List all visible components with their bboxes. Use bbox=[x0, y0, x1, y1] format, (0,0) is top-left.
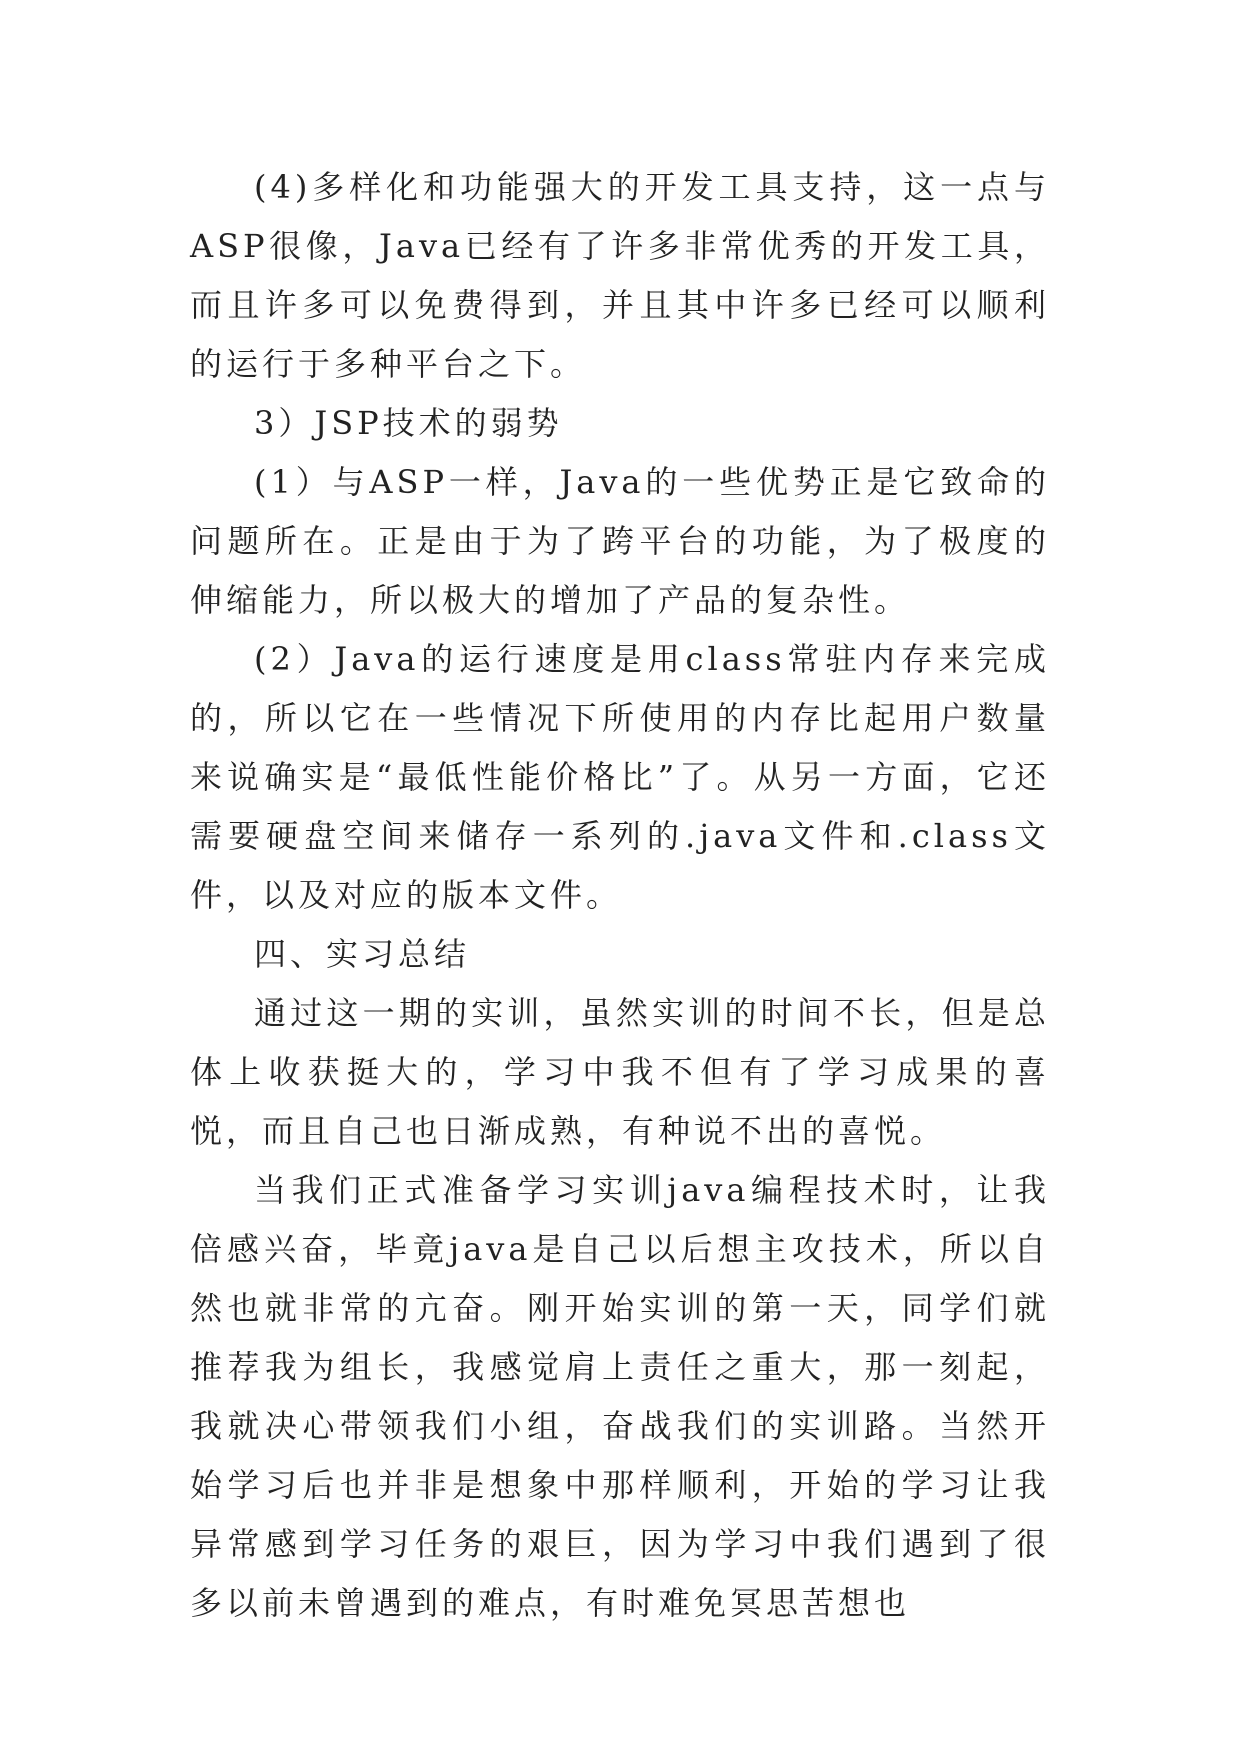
heading-jsp-weaknesses: 3）JSP技术的弱势 bbox=[254, 404, 563, 442]
heading-internship-summary: 四、实习总结 bbox=[254, 935, 471, 973]
document-body bbox=[190, 158, 1050, 1633]
paragraph-dev-tools: (4)多样化和功能强大的开发工具支持，这一点与ASP很像，Java已经有了许多非常优秀的开发工具，而且许多可以免费得到，并且其中许多已经可以顺利的运行于多种平台之下。 bbox=[190, 168, 1050, 383]
paragraph-weakness-1: (1）与ASP一样，Java的一些优势正是它致命的问题所在。正是由于为了跨平台的功能，为了极度的伸缩能力，所以极大的增加了产品的复杂性。 bbox=[190, 463, 1050, 619]
paragraph-summary-1: 通过这一期的实训，虽然实训的时间不长，但是总体上收获挺大的，学习中我不但有了学习成果的喜悦，而且自己也日渐成熟，有种说不出的喜悦。 bbox=[190, 994, 1050, 1150]
paragraph-weakness-2: (2）Java的运行速度是用class常驻内存来完成的，所以它在一些情况下所使用的内存比起用户数量来说确实是“最低性能价格比”了。从另一方面，它还需要硬盘空间来储存一系列的.java文件和.class文件，以及对应的版本文件。 bbox=[190, 640, 1050, 914]
paragraph-summary-2: 当我们正式准备学习实训java编程技术时，让我倍感兴奋，毕竟java是自己以后想主攻技术，所以自然也就非常的亢奋。刚开始实训的第一天，同学们就推荐我为组长，我感觉肩上责任之重大，那一刻起，我就决心带领我们小组，奋战我们的实训路。当然开始学习后也并非是想象中那样顺利，开始的学习让我异常感到学习任务的艰巨，因为学习中我们遇到了很多以前未曾遇到的难点，有时难免冥思苦想也 bbox=[190, 1171, 1050, 1622]
